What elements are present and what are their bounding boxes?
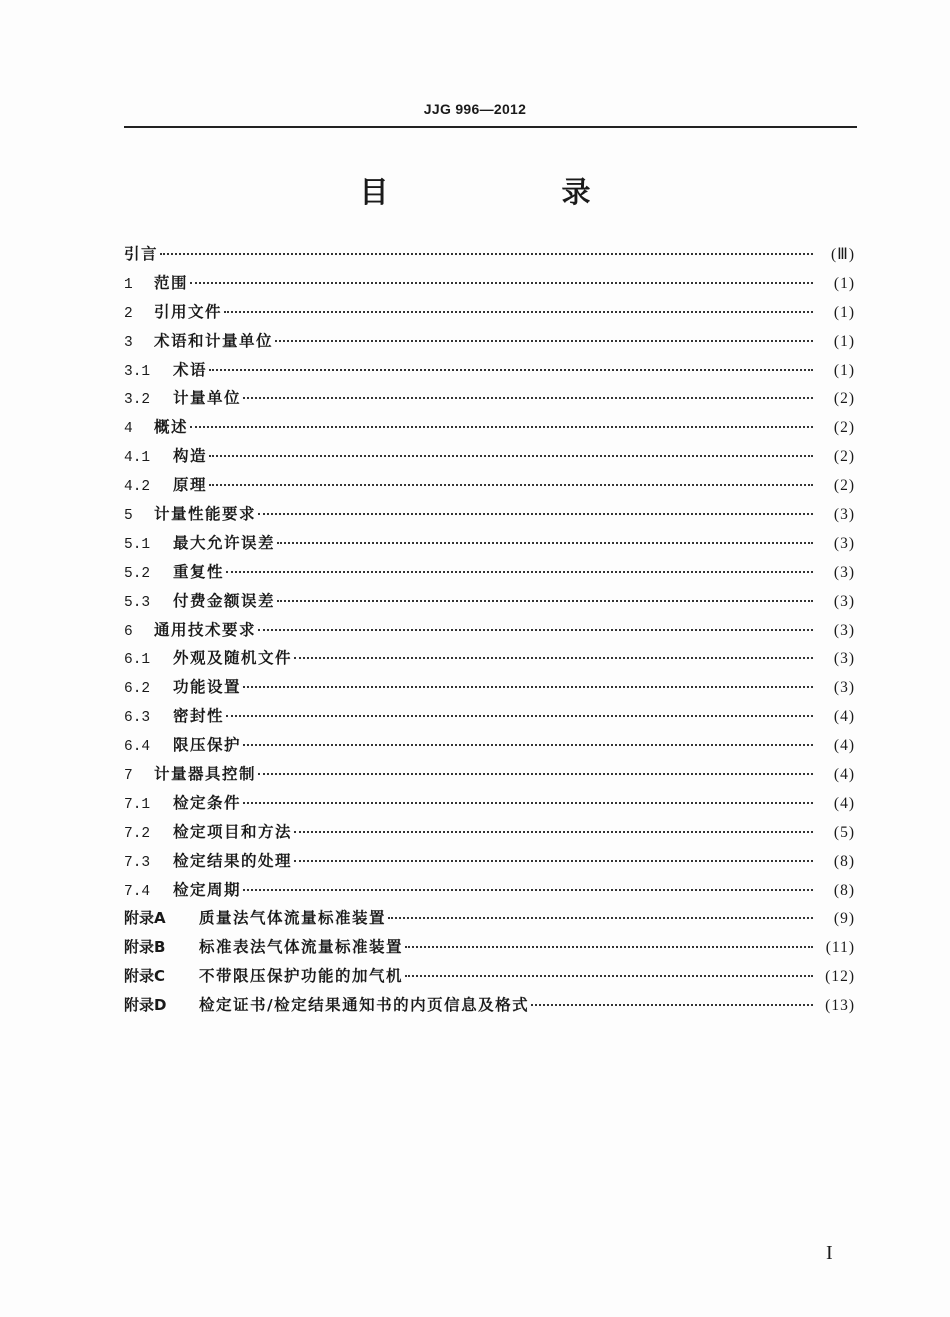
toc-entry-number: 5 <box>124 508 133 525</box>
toc-entry-label: 不带限压保护功能的加气机 <box>199 967 404 986</box>
toc-entry-page: (4) <box>833 737 855 755</box>
toc-entry-number: 6 <box>124 623 133 640</box>
toc-leader-dots <box>243 887 813 891</box>
toc-leader-dots <box>209 453 813 457</box>
toc-entry-page: (1) <box>833 274 855 292</box>
toc-entry-number: 4 <box>124 421 133 438</box>
toc-entry[interactable] <box>124 558 855 587</box>
toc-entry-label: 功能设置 <box>173 678 242 697</box>
toc-leader-dots <box>190 424 813 428</box>
toc-leader-dots <box>294 858 813 862</box>
toc-entry-number: 附录D <box>124 996 167 1015</box>
toc-entry[interactable] <box>124 384 855 413</box>
toc-entry-label: 计量器具控制 <box>154 765 257 784</box>
toc-entry[interactable] <box>124 904 855 933</box>
toc-entry-label: 密封性 <box>173 707 225 726</box>
toc-leader-dots <box>405 944 813 948</box>
toc-entry-number: 7.3 <box>124 854 151 871</box>
toc-entry-label: 限压保护 <box>173 736 242 755</box>
toc-entry-page: (8) <box>833 881 855 899</box>
toc-entry-page: (1) <box>833 303 855 321</box>
toc-entry-page: (3) <box>833 679 855 697</box>
page-number: I <box>826 1242 833 1264</box>
toc-entry-label: 通用技术要求 <box>154 620 257 639</box>
toc-entry[interactable] <box>124 847 855 876</box>
toc-leader-dots <box>388 915 813 919</box>
toc-leader-dots <box>258 771 813 775</box>
toc-entry[interactable] <box>124 616 855 645</box>
toc-entry-page: (4) <box>833 794 855 812</box>
toc-entry-label: 检定周期 <box>173 880 242 899</box>
toc-entry[interactable] <box>124 298 855 327</box>
toc-entry[interactable] <box>124 500 855 529</box>
toc-entry-number: 7.2 <box>124 825 151 842</box>
toc-leader-dots <box>294 829 813 833</box>
toc-entry-number: 1 <box>124 276 133 293</box>
toc-entry-page: (2) <box>833 419 855 437</box>
toc-entry[interactable] <box>124 442 855 471</box>
toc-entry-label: 检定项目和方法 <box>173 822 293 841</box>
toc-entry-page: (4) <box>833 766 855 784</box>
toc-leader-dots <box>277 598 813 602</box>
toc-entry-page: (11) <box>825 939 855 957</box>
toc-entry[interactable] <box>124 818 855 847</box>
toc-entry[interactable] <box>124 327 855 356</box>
toc-entry[interactable] <box>124 529 855 558</box>
document-code: JJG 996—2012 <box>423 101 527 117</box>
toc-entry-label: 计量单位 <box>173 389 242 408</box>
toc-entry-label: 引用文件 <box>154 302 223 321</box>
toc-entry-label: 原理 <box>173 476 208 495</box>
toc-entry[interactable] <box>124 269 855 298</box>
toc-entry-label: 概述 <box>154 418 189 437</box>
toc-entry-number: 7.4 <box>124 883 151 900</box>
toc-entry-page: (Ⅲ) <box>830 246 855 263</box>
toc-entry-number: 5.1 <box>124 536 151 553</box>
toc-entry-number: 6.3 <box>124 710 151 727</box>
toc-entry[interactable] <box>124 673 855 702</box>
table-of-contents <box>124 240 855 1020</box>
toc-entry-number: 6.4 <box>124 739 151 756</box>
toc-entry-label: 检定证书/检定结果通知书的内页信息及格式 <box>199 996 530 1015</box>
toc-entry-page: (4) <box>833 708 855 726</box>
toc-entry-label: 质量法气体流量标准装置 <box>199 909 387 928</box>
toc-leader-dots <box>226 569 813 573</box>
toc-leader-dots <box>294 655 813 659</box>
toc-entry-label: 付费金额误差 <box>173 591 276 610</box>
toc-entry-number: 7.1 <box>124 796 151 813</box>
toc-leader-dots <box>243 395 813 399</box>
header-divider <box>124 126 857 128</box>
toc-leader-dots <box>209 482 813 486</box>
toc-entry-page: (9) <box>833 910 855 928</box>
toc-entry-page: (1) <box>833 332 855 350</box>
toc-entry-label: 标准表法气体流量标准装置 <box>199 938 404 957</box>
toc-entry-label: 外观及随机文件 <box>173 649 293 668</box>
toc-entry-page: (3) <box>833 592 855 610</box>
toc-entry[interactable] <box>124 962 855 991</box>
toc-entry[interactable] <box>124 760 855 789</box>
toc-entry-number: 5.2 <box>124 565 151 582</box>
toc-entry-number: 附录C <box>124 967 166 986</box>
toc-leader-dots <box>224 309 813 313</box>
toc-entry-page: (5) <box>833 823 855 841</box>
toc-leader-dots <box>275 338 813 342</box>
toc-leader-dots <box>160 251 813 255</box>
toc-leader-dots <box>209 367 813 371</box>
toc-entry[interactable] <box>124 702 855 731</box>
toc-leader-dots <box>190 280 813 284</box>
toc-entry[interactable] <box>124 731 855 760</box>
toc-entry-page: (3) <box>833 534 855 552</box>
toc-entry-label: 范围 <box>154 273 189 292</box>
toc-leader-dots <box>531 1002 813 1006</box>
toc-leader-dots <box>243 742 813 746</box>
toc-entry-page: (13) <box>825 997 855 1015</box>
toc-entry-page: (1) <box>833 361 855 379</box>
toc-entry-number: 2 <box>124 305 133 322</box>
toc-entry-label: 构造 <box>173 447 208 466</box>
toc-leader-dots <box>258 627 813 631</box>
toc-entry[interactable] <box>124 240 855 269</box>
toc-entry[interactable] <box>124 789 855 818</box>
toc-entry[interactable] <box>124 933 855 962</box>
toc-entry[interactable] <box>124 471 855 500</box>
toc-leader-dots <box>226 713 813 717</box>
toc-entry-number: 6.1 <box>124 652 151 669</box>
toc-entry[interactable] <box>124 356 855 385</box>
toc-entry[interactable] <box>124 587 855 616</box>
toc-entry-label: 重复性 <box>173 562 225 581</box>
toc-entry-number: 附录B <box>124 938 166 957</box>
toc-title: 目 录 <box>359 175 663 209</box>
toc-entry-label: 引言 <box>124 245 159 263</box>
toc-leader-dots <box>243 800 813 804</box>
toc-entry-number: 4.2 <box>124 479 151 496</box>
toc-entry-number: 附录A <box>124 909 166 928</box>
toc-entry-number: 6.2 <box>124 681 151 698</box>
toc-entry-number: 3.1 <box>124 363 151 380</box>
toc-entry[interactable] <box>124 644 855 673</box>
toc-entry[interactable] <box>124 413 855 442</box>
toc-entry-page: (2) <box>833 448 855 466</box>
toc-entry-page: (8) <box>833 852 855 870</box>
toc-entry-page: (2) <box>833 477 855 495</box>
toc-entry-number: 7 <box>124 768 133 785</box>
toc-entry-number: 4.1 <box>124 450 151 467</box>
toc-entry-number: 3.2 <box>124 392 151 409</box>
toc-entry-page: (3) <box>833 506 855 524</box>
toc-entry-label: 最大允许误差 <box>173 533 276 552</box>
toc-entry-label: 术语和计量单位 <box>154 331 274 350</box>
toc-entry[interactable] <box>124 991 855 1020</box>
toc-entry-label: 术语 <box>173 360 208 379</box>
toc-entry-number: 3 <box>124 334 133 351</box>
toc-leader-dots <box>405 973 813 977</box>
toc-entry-page: (3) <box>833 621 855 639</box>
toc-entry-label: 检定结果的处理 <box>173 851 293 870</box>
toc-entry-page: (2) <box>833 390 855 408</box>
toc-leader-dots <box>243 684 813 688</box>
toc-entry-page: (3) <box>833 650 855 668</box>
toc-entry-label: 检定条件 <box>173 793 242 812</box>
toc-entry-label: 计量性能要求 <box>154 505 257 524</box>
toc-leader-dots <box>258 511 813 515</box>
toc-entry-page: (12) <box>825 968 855 986</box>
toc-leader-dots <box>277 540 813 544</box>
toc-entry-page: (3) <box>833 563 855 581</box>
toc-entry[interactable] <box>124 876 855 905</box>
toc-entry-number: 5.3 <box>124 594 151 611</box>
